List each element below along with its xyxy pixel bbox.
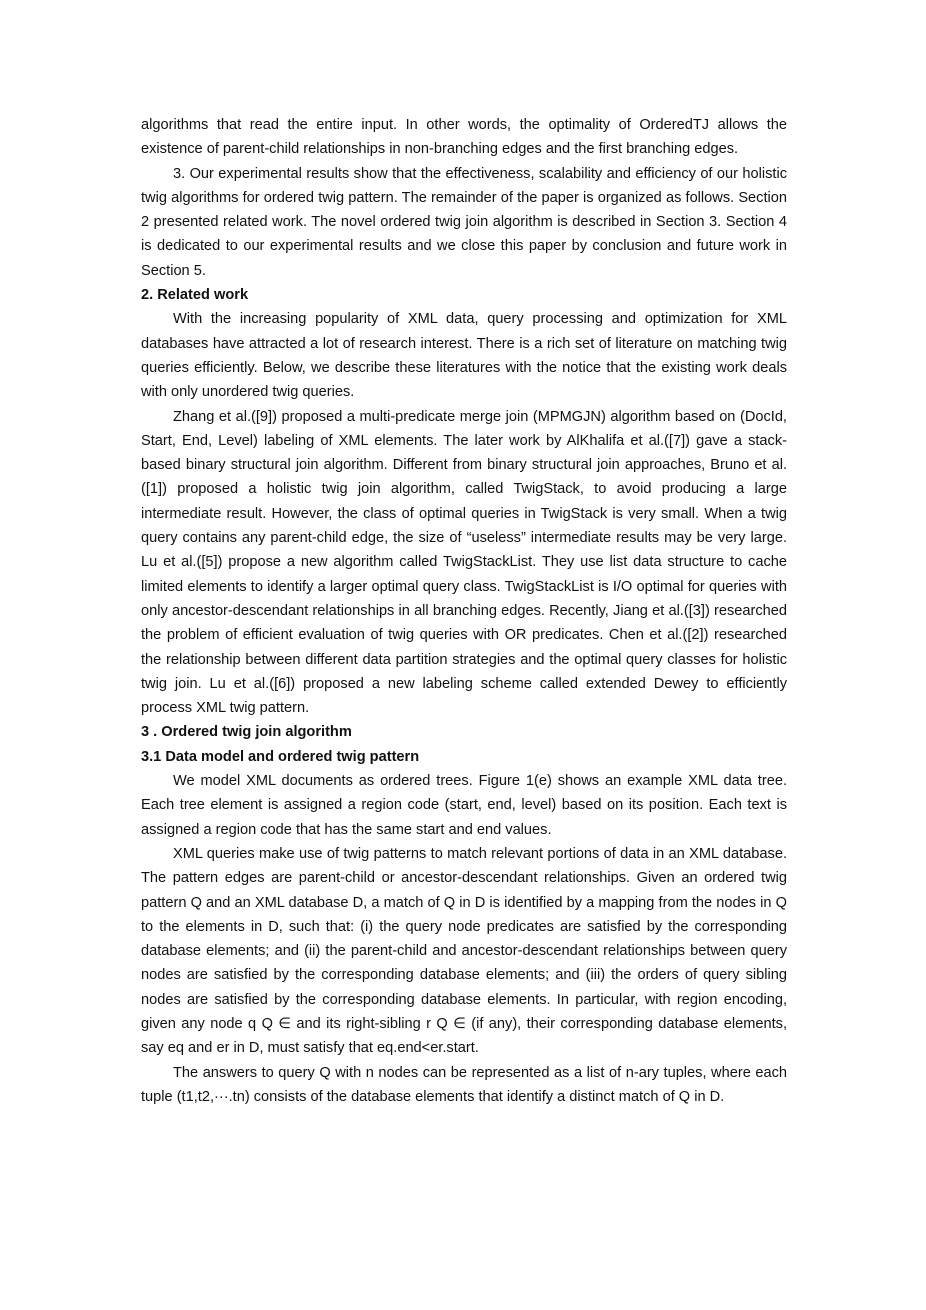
section-3-paragraph-2: XML queries make use of twig patterns to match relevant portions of data in an XML database. The pattern edges are parent-child or ancestor-descendant relationships. Given an ordered twig pattern Q and an XML database D, a match of Q in D is identified by a mapping from the nodes in Q to the elements in D, such that: (i) the query node predicates are satisfied by the corresponding database elements; and (ii) the parent-child and ancestor-descendant relationships between query nodes are satisfied by the corresponding database elements; and (iii) the orders of query sibling nodes are satisfied by the corresponding database elements. In particular, with region encoding, given any node q Q ∈ and its right-sibling r Q ∈ (if any), their corresponding database elements, say eq and er in D, must satisfy that eq.end<er.start.: [141, 845, 787, 1057]
paper-page: [141, 113, 787, 1109]
section-2-paragraph-1: With the increasing popularity of XML data, query processing and optimization for XML databases have attracted a lot of research interest. There is a rich set of literature on matching twig queries efficiently. Below, we describe these literatures with the notice that the existing work deals with only unordered twig queries.: [141, 311, 787, 401]
section-3-1-heading: 3.1 Data model and ordered twig pattern: [141, 748, 420, 765]
section-3-heading: 3 . Ordered twig join algorithm: [141, 724, 352, 741]
section-3-paragraph-3: The answers to query Q with n nodes can be represented as a list of n-ary tuples, where each tuple (t1,t2,···.tn) consists of the database elements that identify a distinct match of Q in D.: [141, 1064, 787, 1105]
section-2-heading: 2. Related work: [141, 287, 249, 304]
section-2-paragraph-2: Zhang et al.([9]) proposed a multi-predicate merge join (MPMGJN) algorithm based on (DocId, Start, End, Level) labeling of XML elements. The later work by AlKhalifa et al.([7]) gave a stack-based binary structural join algorithm. Different from binary structural join approaches, Bruno et al.([1]) proposed a holistic twig join algorithm, called TwigStack, to avoid producing a large intermediate result. However, the class of optimal queries in TwigStack is very small. When a twig query contains any parent-child edge, the size of “useless” intermediate results may be very large. Lu et al.([5]) propose a new algorithm called TwigStackList. They use list data structure to cache limited elements to identify a larger optimal query class. TwigStackList is I/O optimal for queries with only ancestor-descendant relationships in all branching edges. Recently, Jiang et al.([3]) researched the problem of efficient evaluation of twig queries with OR predicates. Chen et al.([2]) researched the relationship between different data partition strategies and the optimal query classes for holistic twig join. Lu et al.([6]) proposed a new labeling scheme called extended Dewey to efficiently process XML twig pattern.: [141, 408, 787, 717]
intro-paragraph-contribution-3: 3. Our experimental results show that the effectiveness, scalability and efficiency of our holistic twig algorithms for ordered twig pattern. The remainder of the paper is organized as follows. Section 2 presented related work. The novel ordered twig join algorithm is described in Section 3. Section 4 is dedicated to our experimental results and we close this paper by conclusion and future work in Section 5.: [141, 165, 787, 279]
intro-paragraph-continuation: algorithms that read the entire input. In other words, the optimality of OrderedTJ allows the existence of parent-child relationships in non-branching edges and the first branching edges.: [141, 117, 787, 158]
section-3-paragraph-1: We model XML documents as ordered trees. Figure 1(e) shows an example XML data tree. Each tree element is assigned a region code (start, end, level) based on its position. Each text is assigned a region code that has the same start and end values.: [141, 773, 787, 838]
